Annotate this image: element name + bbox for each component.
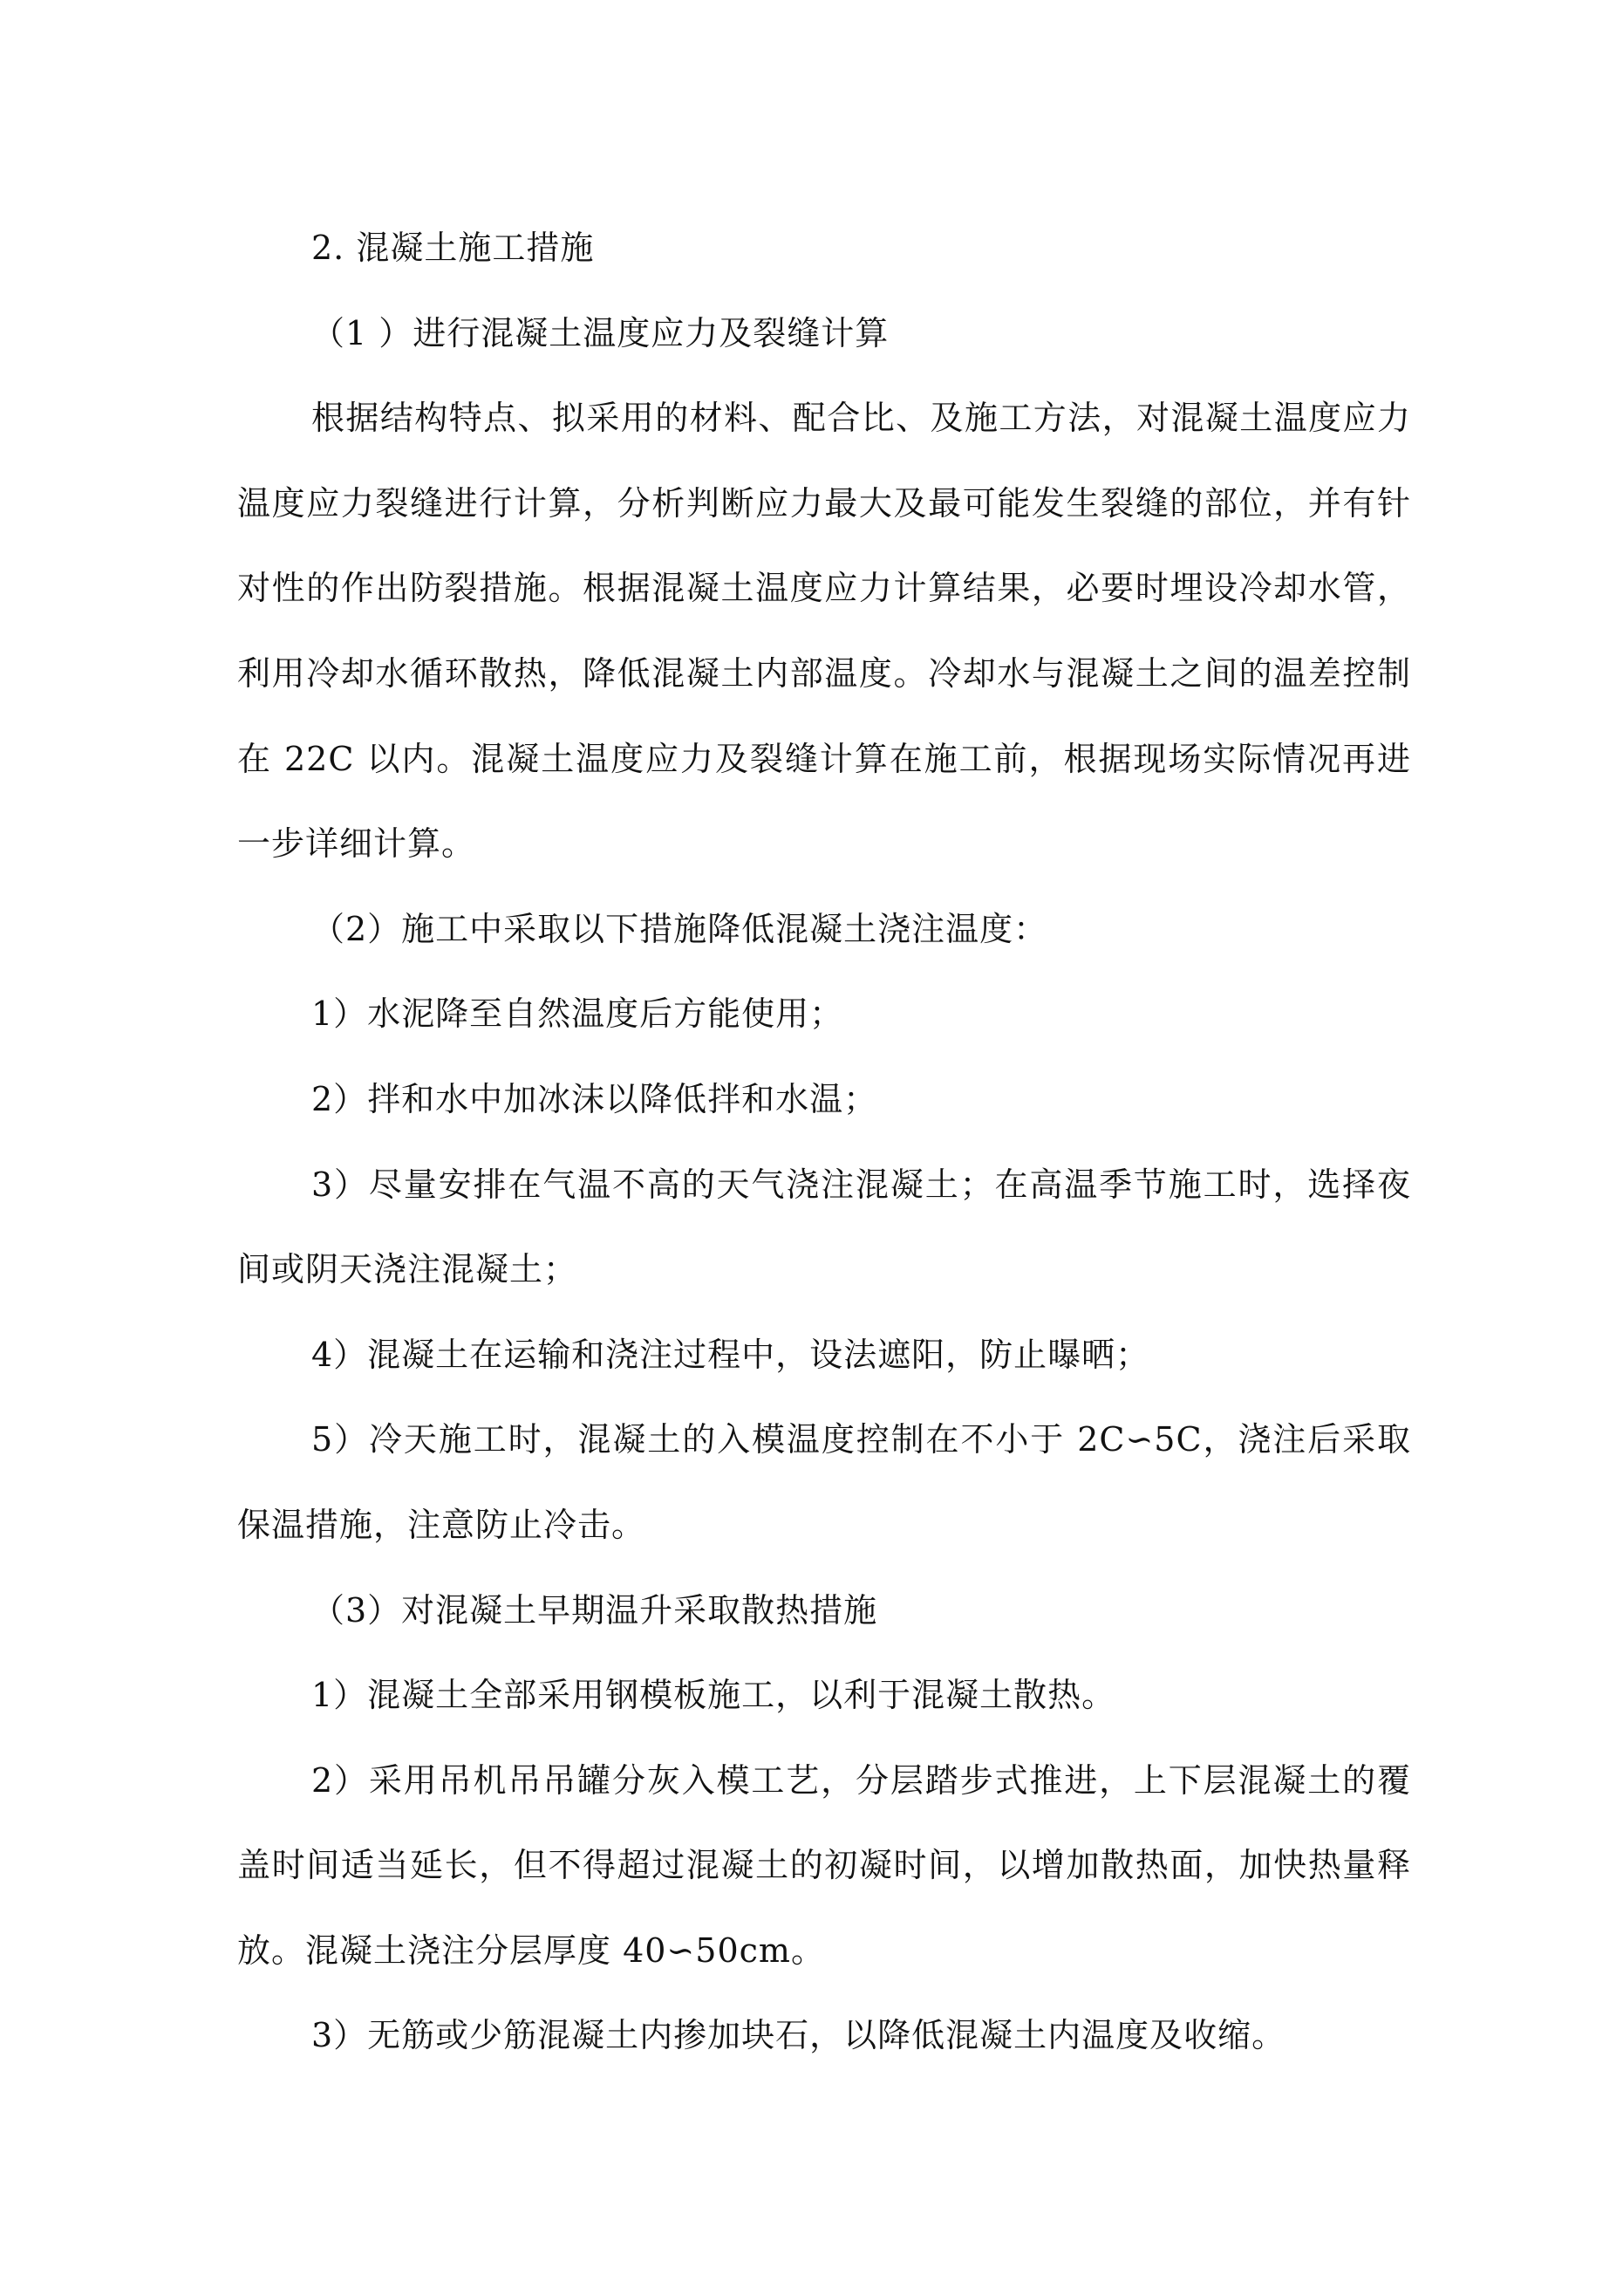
paragraph-temperature-stress: 根据结构特点、拟采用的材料、配合比、及施工方法，对混凝土温度应力温度应力裂缝进行计算，分析判断应力最大及最可能发生裂缝的部位，并有针对性的作出防裂措施。根据混凝土温度应力计算结果，必要时埋设冷却水管，利用冷却水循环散热，降低混凝土内部温度。冷却水与混凝土之间的温差控制在 22C 以内。混凝土温度应力及裂缝计算在施工前，根据现场实际情况再进一步详细计算。 [237,399,1411,864]
list-item: 5）冷天施工时，混凝土的入模温度控制在不小于 2C∽5C，浇注后采取保温措施，注意防止冷击。 [237,1420,1411,1544]
document-body [237,206,1411,2079]
list-item: 1）水泥降至自然温度后方能使用； [311,994,844,1034]
list-item: 4）混凝土在运输和浇注过程中，设法遮阳，防止曝晒； [311,1335,1150,1374]
subsection-heading-2: （2）施工中采取以下措施降低混凝土浇注温度： [311,909,1048,948]
list-item: 2）拌和水中加冰沫以降低拌和水温； [311,1079,878,1118]
list-item: 1）混凝土全部采用钢模板施工，以利于混凝土散热。 [311,1676,1116,1715]
subsection-heading-3: （3）对混凝土早期温升采取散热措施 [311,1590,878,1630]
list-item: 3）尽量安排在气温不高的天气浇注混凝土；在高温季节施工时，选择夜间或阴天浇注混凝土； [237,1165,1411,1289]
subsection-heading-1: （1 ）进行混凝土温度应力及裂缝计算 [311,313,890,352]
section-heading: 2. 混凝土施工措施 [311,229,595,267]
list-item: 2）采用吊机吊吊罐分灰入模工艺，分层踏步式推进，上下层混凝土的覆盖时间适当延长，但不得超过混凝土的初凝时间，以增加散热面，加快热量释放。混凝土浇注分层厚度 40∽50cm。 [237,1760,1411,1970]
list-item: 3）无筋或少筋混凝土内掺加块石，以降低混凝土内温度及收缩。 [311,2016,1286,2055]
